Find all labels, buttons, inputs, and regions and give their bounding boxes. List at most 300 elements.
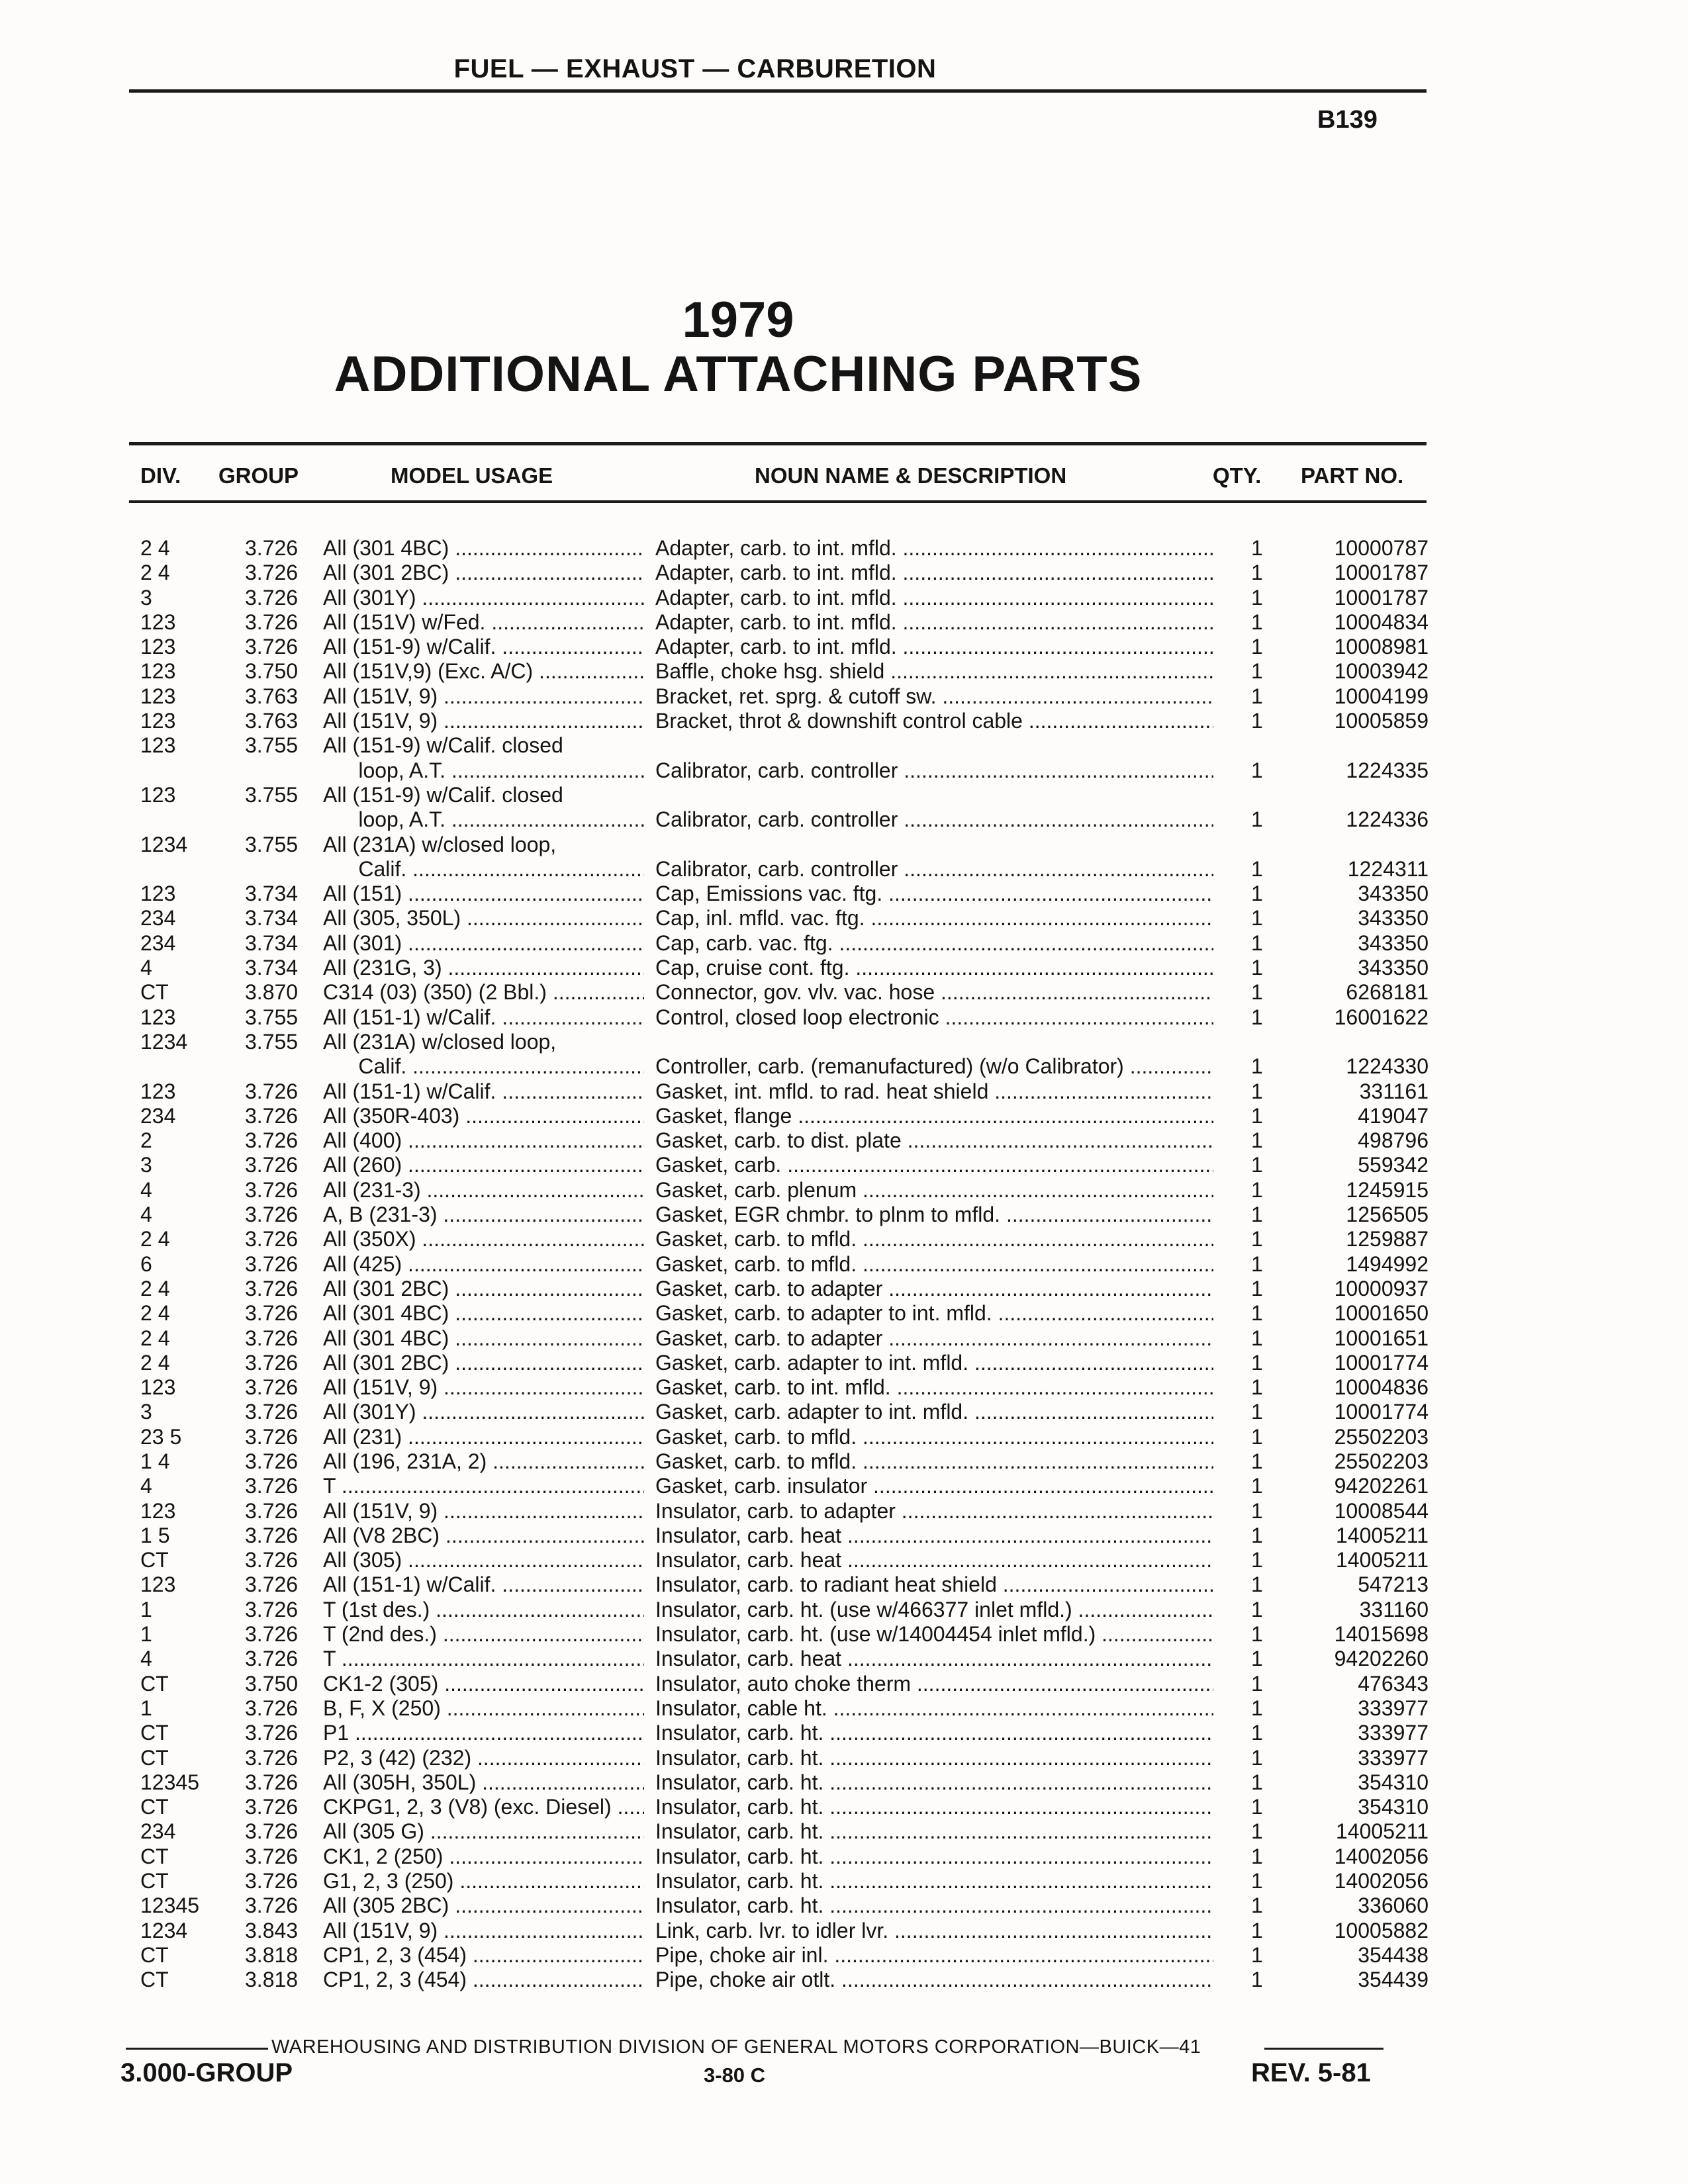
row-part-no: 16001622 [1334, 1005, 1429, 1029]
row-qty: 1 [1251, 561, 1263, 585]
row-qty: 1 [1251, 856, 1263, 881]
row-model-usage: All (151-1) w/Calif. ..... [323, 1005, 644, 1030]
row-group: 3.750 [245, 1671, 299, 1696]
row-div: 4 [140, 1647, 152, 1671]
row-part-no: 547213 [1358, 1572, 1429, 1597]
row-div: CT [140, 1942, 169, 1967]
row-model-usage: G1, 2, 3 (250) ..... [323, 1869, 644, 1893]
column-header-div: DIV. [140, 463, 181, 488]
row-part-no: 1259887 [1346, 1227, 1429, 1251]
row-part-no: 10004834 [1334, 610, 1429, 634]
row-part-no: 10004836 [1334, 1375, 1429, 1400]
footer-date-code: 3-80 C [704, 2064, 766, 2087]
table-row [0, 1598, 1456, 1622]
row-qty: 1 [1251, 1227, 1263, 1251]
table-row [0, 1770, 1456, 1795]
table-row [0, 1277, 1456, 1301]
row-group: 3.726 [245, 1375, 299, 1400]
table-row [0, 1572, 1456, 1597]
row-qty: 1 [1251, 1918, 1263, 1942]
row-model-usage: All (151V, 9) ..... [323, 709, 644, 733]
row-group: 3.726 [245, 1498, 299, 1523]
row-part-no: 1245915 [1346, 1177, 1429, 1202]
row-noun-name: Insulator, carb. to radiant heat shield ..... [655, 1572, 1213, 1597]
row-qty: 1 [1251, 536, 1263, 560]
row-model-usage: All (301 4BC) ..... [323, 1301, 644, 1326]
row-model-usage: All (305, 350L) ..... [323, 906, 644, 931]
catalog-year: 1979 [682, 292, 794, 348]
row-noun-name: Insulator, carb. ht. ..... [655, 1869, 1213, 1893]
table-top-rule [129, 442, 1427, 445]
row-noun-name: Cap, Emissions vac. ftg. ..... [655, 882, 1213, 906]
row-part-no: 419047 [1358, 1103, 1429, 1128]
row-qty: 1 [1251, 956, 1263, 980]
row-model-usage: All (151V, 9) ..... [323, 684, 644, 709]
row-model-usage: All (V8 2BC) ..... [323, 1524, 644, 1548]
row-group: 3.726 [245, 1770, 299, 1794]
row-noun-name: Gasket, carb. adapter to int. mfld. ..... [655, 1351, 1213, 1375]
row-qty: 1 [1251, 610, 1263, 634]
row-part-no: 354438 [1358, 1942, 1429, 1967]
row-qty: 1 [1251, 1968, 1263, 1992]
row-div: CT [140, 980, 169, 1005]
parts-table [0, 536, 1456, 1993]
row-qty: 1 [1251, 1770, 1263, 1794]
row-model-usage: All (151V,9) (Exc. A/C) ..... [323, 659, 644, 684]
row-noun-name: Gasket, int. mfld. to rad. heat shield ..... [655, 1079, 1213, 1104]
table-row [0, 1203, 1456, 1227]
row-part-no: 1224335 [1346, 758, 1429, 782]
row-group: 3.726 [245, 610, 299, 634]
table-row [0, 733, 1456, 758]
footer-group-label: 3.000-GROUP [120, 2058, 293, 2087]
row-group: 3.726 [245, 1548, 299, 1572]
row-qty: 1 [1251, 1572, 1263, 1597]
row-model-usage: All (151V, 9) ..... [323, 1499, 644, 1524]
row-group: 3.726 [245, 1696, 299, 1720]
row-group: 3.818 [245, 1968, 299, 1992]
table-row [0, 1622, 1456, 1647]
row-qty: 1 [1251, 1721, 1263, 1745]
table-row [0, 1474, 1456, 1498]
row-noun-name: Adapter, carb. to int. mfld. ..... [655, 635, 1213, 659]
row-div: 12345 [140, 1893, 199, 1918]
column-header-part-no: PART NO. [1301, 463, 1404, 488]
row-qty: 1 [1251, 1449, 1263, 1473]
row-div: 2 4 [140, 1301, 170, 1326]
row-noun-name: Insulator, carb. heat ..... [655, 1524, 1213, 1548]
row-noun-name: Insulator, carb. ht. ..... [655, 1721, 1213, 1745]
row-part-no: 333977 [1358, 1696, 1429, 1720]
table-row [0, 783, 1456, 807]
row-div: 2 [140, 1128, 152, 1153]
row-div: 123 [140, 684, 176, 708]
row-div: 234 [140, 931, 176, 955]
column-header-group: GROUP [218, 463, 299, 488]
row-part-no: 1256505 [1346, 1203, 1429, 1227]
table-row [0, 956, 1456, 980]
row-qty: 1 [1251, 1523, 1263, 1547]
row-group: 3.726 [245, 1326, 299, 1350]
row-noun-name: Calibrator, carb. controller ..... [655, 807, 1213, 832]
row-part-no: 14002056 [1334, 1844, 1429, 1868]
row-group: 3.763 [245, 709, 299, 733]
row-group: 3.726 [245, 536, 299, 560]
row-part-no: 94202260 [1334, 1647, 1429, 1671]
row-model-usage: loop, A.T. ..... [323, 758, 644, 783]
footer-rule-right [1264, 2048, 1383, 2050]
row-qty: 1 [1251, 1153, 1263, 1177]
row-noun-name: Insulator, carb. ht. (use w/14004454 inlet mfld.) ..... [655, 1622, 1213, 1647]
row-group: 3.726 [245, 1103, 299, 1128]
table-row [0, 1375, 1456, 1400]
table-row [0, 1400, 1456, 1424]
row-qty: 1 [1251, 1844, 1263, 1868]
row-div: 234 [140, 906, 176, 931]
row-group: 3.726 [245, 1844, 299, 1868]
row-group: 3.726 [245, 1128, 299, 1153]
row-qty: 1 [1251, 684, 1263, 708]
row-qty: 1 [1251, 1400, 1263, 1424]
table-row [0, 1252, 1456, 1277]
row-noun-name: Insulator, carb. heat ..... [655, 1548, 1213, 1572]
row-noun-name: Pipe, choke air otlt. ..... [655, 1968, 1213, 1992]
table-row [0, 1721, 1456, 1745]
row-model-usage: All (151) ..... [323, 882, 644, 906]
row-noun-name: Gasket, carb. insulator ..... [655, 1474, 1213, 1498]
row-model-usage: All (350R-403) ..... [323, 1104, 644, 1128]
row-group: 3.755 [245, 832, 299, 856]
row-model-usage: B, F, X (250) ..... [323, 1696, 644, 1721]
row-model-usage: All (350X) ..... [323, 1227, 644, 1251]
row-div: 1 5 [140, 1523, 170, 1547]
row-qty: 1 [1251, 1548, 1263, 1572]
row-model-usage: Calif. ..... [323, 1054, 644, 1079]
row-part-no: 498796 [1358, 1128, 1429, 1153]
row-part-no: 14005211 [1336, 1523, 1429, 1547]
table-row [0, 610, 1456, 635]
row-model-usage: All (301) ..... [323, 931, 644, 956]
table-row [0, 1030, 1456, 1054]
row-div: CT [140, 1869, 169, 1893]
row-div: 123 [140, 1498, 176, 1523]
row-div: 2 4 [140, 1350, 170, 1375]
row-noun-name: Baffle, choke hsg. shield ..... [655, 659, 1213, 684]
row-group: 3.726 [245, 1301, 299, 1326]
row-group: 3.734 [245, 906, 299, 931]
table-row [0, 1819, 1456, 1844]
row-model-usage: All (425) ..... [323, 1252, 644, 1277]
row-div: 123 [140, 882, 176, 906]
row-noun-name: Gasket, carb. to adapter to int. mfld. ..... [655, 1301, 1213, 1326]
row-div: 234 [140, 1103, 176, 1128]
row-div: CT [140, 1671, 169, 1696]
row-noun-name: Insulator, carb. to adapter ..... [655, 1499, 1213, 1524]
table-row [0, 1227, 1456, 1251]
row-group: 3.750 [245, 659, 299, 684]
row-part-no: 354310 [1358, 1795, 1429, 1819]
row-model-usage: All (151V, 9) ..... [323, 1375, 644, 1400]
row-group: 3.734 [245, 931, 299, 955]
row-noun-name: Adapter, carb. to int. mfld. ..... [655, 586, 1213, 610]
row-noun-name: Link, carb. lvr. to idler lvr. ..... [655, 1919, 1213, 1943]
row-noun-name: Cap, carb. vac. ftg. ..... [655, 931, 1213, 956]
row-model-usage: CK1, 2 (250) ..... [323, 1844, 644, 1869]
table-row [0, 561, 1456, 585]
row-group: 3.726 [245, 1869, 299, 1893]
row-noun-name: Gasket, carb. to adapter ..... [655, 1277, 1213, 1301]
table-row [0, 709, 1456, 733]
row-qty: 1 [1251, 1869, 1263, 1893]
footer-revision: REV. 5-81 [1251, 2058, 1371, 2087]
row-model-usage: C314 (03) (350) (2 Bbl.) ..... [323, 980, 644, 1005]
row-group: 3.870 [245, 980, 299, 1005]
row-group: 3.726 [245, 1597, 299, 1621]
row-div: 234 [140, 1819, 176, 1844]
row-model-usage: All (196, 231A, 2) ..... [323, 1449, 644, 1474]
row-div: 123 [140, 659, 176, 684]
row-noun-name: Gasket, carb. to adapter ..... [655, 1326, 1213, 1351]
row-qty: 1 [1251, 1177, 1263, 1202]
row-div: 12345 [140, 1770, 199, 1794]
row-noun-name: Control, closed loop electronic ..... [655, 1005, 1213, 1030]
column-header-noun-name: NOUN NAME & DESCRIPTION [755, 463, 1067, 488]
row-div: 123 [140, 635, 176, 659]
row-part-no: 10001787 [1334, 561, 1429, 585]
row-qty: 1 [1251, 758, 1263, 782]
table-row [0, 1524, 1456, 1548]
row-qty: 1 [1251, 1079, 1263, 1103]
row-model-usage: All (301 2BC) ..... [323, 1277, 644, 1301]
row-model-usage: T ..... [323, 1474, 644, 1498]
row-part-no: 343350 [1358, 882, 1429, 906]
table-row [0, 1647, 1456, 1671]
row-model-usage: T (2nd des.) ..... [323, 1622, 644, 1647]
row-qty: 1 [1251, 1647, 1263, 1671]
row-div: 3 [140, 585, 152, 610]
row-qty: 1 [1251, 807, 1263, 832]
table-row [0, 1104, 1456, 1128]
row-part-no: 354439 [1358, 1968, 1429, 1992]
row-part-no: 10001774 [1334, 1400, 1429, 1424]
table-row [0, 807, 1456, 832]
row-noun-name: Pipe, choke air inl. ..... [655, 1943, 1213, 1968]
table-row [0, 1005, 1456, 1030]
row-model-usage: All (301 2BC) ..... [323, 1351, 644, 1375]
row-noun-name: Adapter, carb. to int. mfld. ..... [655, 536, 1213, 561]
row-noun-name: Calibrator, carb. controller ..... [655, 857, 1213, 882]
row-group: 3.726 [245, 1276, 299, 1300]
row-noun-name: Gasket, carb. to mfld. ..... [655, 1227, 1213, 1251]
table-row [0, 833, 1456, 857]
row-model-usage: CKPG1, 2, 3 (V8) (exc. Diesel) ..... [323, 1795, 644, 1819]
row-qty: 1 [1251, 1054, 1263, 1079]
table-row [0, 1301, 1456, 1326]
table-row [0, 1746, 1456, 1770]
row-part-no: 336060 [1358, 1893, 1429, 1918]
row-qty: 1 [1251, 1103, 1263, 1128]
row-group: 3.763 [245, 684, 299, 708]
row-div: 4 [140, 1203, 152, 1227]
row-qty: 1 [1251, 585, 1263, 610]
table-row [0, 1844, 1456, 1869]
row-div: CT [140, 1721, 169, 1745]
row-part-no: 343350 [1358, 931, 1429, 955]
row-qty: 1 [1251, 1276, 1263, 1300]
row-part-no: 10001774 [1334, 1350, 1429, 1375]
row-div: 2 4 [140, 1276, 170, 1300]
footer-rule-left [126, 2048, 268, 2050]
row-part-no: 354310 [1358, 1770, 1429, 1794]
row-model-usage: T ..... [323, 1647, 644, 1671]
row-group: 3.843 [245, 1918, 299, 1942]
row-qty: 1 [1251, 1597, 1263, 1621]
row-group: 3.726 [245, 1227, 299, 1251]
row-group: 3.726 [245, 1177, 299, 1202]
row-div: 2 4 [140, 536, 170, 560]
table-row [0, 1351, 1456, 1375]
row-part-no: 343350 [1358, 956, 1429, 980]
row-group: 3.755 [245, 733, 299, 758]
row-group: 3.726 [245, 1424, 299, 1449]
row-noun-name: Gasket, carb. to dist. plate ..... [655, 1128, 1213, 1153]
row-noun-name: Insulator, carb. ht. ..... [655, 1819, 1213, 1844]
row-qty: 1 [1251, 882, 1263, 906]
row-model-usage: All (231-3) ..... [323, 1178, 644, 1203]
row-div: CT [140, 1745, 169, 1770]
row-model-usage: All (151-9) w/Calif. ..... [323, 635, 644, 659]
row-model-usage: All (305 G) ..... [323, 1819, 644, 1844]
row-div: 2 4 [140, 561, 170, 585]
row-group: 3.726 [245, 1400, 299, 1424]
row-group: 3.726 [245, 1153, 299, 1177]
row-noun-name: Gasket, EGR chmbr. to plnm to mfld. ..... [655, 1203, 1213, 1227]
row-noun-name: Bracket, throt & downshift control cable ..... [655, 709, 1213, 733]
row-group: 3.755 [245, 782, 299, 807]
table-row [0, 1499, 1456, 1524]
row-qty: 1 [1251, 1251, 1263, 1276]
row-model-usage: A, B (231-3) ..... [323, 1203, 644, 1227]
row-div: 1 [140, 1696, 152, 1720]
row-group: 3.726 [245, 1745, 299, 1770]
row-qty: 1 [1251, 1893, 1263, 1918]
row-model-usage: P2, 3 (42) (232) ..... [323, 1746, 644, 1770]
row-qty: 1 [1251, 1819, 1263, 1844]
row-part-no: 343350 [1358, 906, 1429, 931]
row-part-no: 10008544 [1334, 1498, 1429, 1523]
row-div: 123 [140, 1079, 176, 1103]
table-row [0, 1548, 1456, 1572]
row-qty: 1 [1251, 1942, 1263, 1967]
row-model-usage: All (305) ..... [323, 1548, 644, 1572]
row-part-no: 1224311 [1347, 856, 1429, 881]
row-qty: 1 [1251, 1474, 1263, 1498]
row-part-no: 331160 [1359, 1597, 1429, 1621]
row-model-usage: All (305H, 350L) ..... [323, 1770, 644, 1795]
row-model-usage: Calif. ..... [323, 857, 644, 882]
row-noun-name: Cap, inl. mfld. vac. ftg. ..... [655, 906, 1213, 931]
table-row [0, 1869, 1456, 1893]
row-group: 3.734 [245, 882, 299, 906]
row-qty: 1 [1251, 1203, 1263, 1227]
row-group: 3.755 [245, 1029, 299, 1054]
row-part-no: 10000787 [1334, 536, 1429, 560]
row-div: 2 4 [140, 1326, 170, 1350]
row-div: 4 [140, 1177, 152, 1202]
row-model-usage: All (151V) w/Fed. ..... [323, 610, 644, 635]
column-header-qty: QTY. [1213, 463, 1262, 488]
table-row [0, 906, 1456, 931]
table-row [0, 882, 1456, 906]
row-part-no: 10003942 [1334, 659, 1429, 684]
row-part-no: 10000937 [1334, 1276, 1429, 1300]
row-div: 1 [140, 1597, 152, 1621]
row-group: 3.726 [245, 1795, 299, 1819]
row-qty: 1 [1251, 1696, 1263, 1720]
row-model-usage: All (301Y) ..... [323, 1400, 644, 1424]
row-div: 4 [140, 956, 152, 980]
row-noun-name: Controller, carb. (remanufactured) (w/o Calibrator) ..... [655, 1054, 1213, 1079]
row-group: 3.755 [245, 1005, 299, 1029]
table-row [0, 1153, 1456, 1177]
row-group: 3.726 [245, 1819, 299, 1844]
row-group: 3.726 [245, 1449, 299, 1473]
row-div: 1 4 [140, 1449, 170, 1473]
table-row [0, 1425, 1456, 1449]
row-model-usage: All (301 4BC) ..... [323, 1326, 644, 1351]
row-part-no: 10001787 [1334, 585, 1429, 610]
row-part-no: 333977 [1358, 1745, 1429, 1770]
table-row [0, 1178, 1456, 1203]
row-group: 3.726 [245, 585, 299, 610]
row-model-usage: CP1, 2, 3 (454) ..... [323, 1968, 644, 1992]
row-part-no: 331161 [1359, 1079, 1429, 1103]
row-div: CT [140, 1968, 169, 1992]
row-div: 1234 [140, 1029, 188, 1054]
row-part-no: 476343 [1358, 1671, 1429, 1696]
row-qty: 1 [1251, 1671, 1263, 1696]
row-model-usage: All (305 2BC) ..... [323, 1893, 644, 1918]
row-part-no: 1494992 [1346, 1251, 1429, 1276]
row-noun-name: Gasket, carb. ..... [655, 1153, 1213, 1177]
row-noun-name: Connector, gov. vlv. vac. hose ..... [655, 980, 1213, 1005]
row-group: 3.726 [245, 1523, 299, 1547]
row-noun-name: Insulator, carb. ht. ..... [655, 1770, 1213, 1795]
row-model-usage: All (400) ..... [323, 1128, 644, 1153]
row-noun-name: Gasket, carb. adapter to int. mfld. ..... [655, 1400, 1213, 1424]
row-qty: 1 [1251, 1795, 1263, 1819]
row-model-usage: All (151-1) w/Calif. ..... [323, 1079, 644, 1104]
row-noun-name: Gasket, carb. to mfld. ..... [655, 1449, 1213, 1474]
table-row [0, 980, 1456, 1005]
row-div: 123 [140, 1005, 176, 1029]
table-row [0, 1672, 1456, 1696]
row-div: 3 [140, 1400, 152, 1424]
row-qty: 1 [1251, 709, 1263, 733]
row-qty: 1 [1251, 931, 1263, 955]
table-header-rule [129, 500, 1427, 503]
row-part-no: 559342 [1358, 1153, 1429, 1177]
row-group: 3.726 [245, 1203, 299, 1227]
row-group: 3.726 [245, 1622, 299, 1647]
table-row [0, 586, 1456, 610]
row-part-no: 10004199 [1334, 684, 1429, 708]
row-qty: 1 [1251, 1128, 1263, 1153]
row-part-no: 10001650 [1334, 1301, 1429, 1326]
table-row [0, 1893, 1456, 1918]
row-part-no: 1224330 [1346, 1054, 1429, 1079]
row-noun-name: Gasket, carb. plenum ..... [655, 1178, 1213, 1203]
